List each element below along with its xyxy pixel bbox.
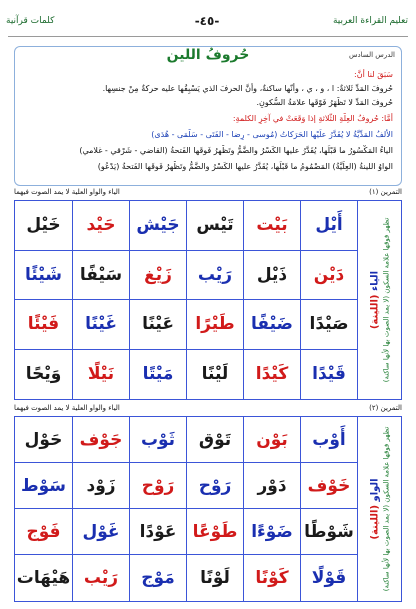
exercise-2-side-title-qualifier: (اللينة) (369, 504, 380, 540)
word-cell: رَوْح (129, 463, 186, 509)
word-cell: أَيْل (300, 201, 357, 251)
exercise-1-side-subtitle: تظهر فوقها علامة السكون (لا يمد الصوت بها لأنها ساكنة) (382, 217, 390, 383)
exercise-1-side-title-qualifier: (اللينة) (369, 294, 380, 330)
word-cell: كَيْدًا (243, 350, 300, 400)
word-cell: سَيْفًا (72, 251, 129, 301)
word-cell: قَوْلًا (300, 555, 357, 601)
word-cell: غَيْنًا (72, 300, 129, 350)
word-cell: زَيْغ (129, 251, 186, 301)
exercise-1-table (14, 200, 402, 400)
word-cell: هَيْهَات (16, 568, 71, 588)
word-cell: خَيْل (15, 201, 72, 251)
word-cell: حَيْد (72, 201, 129, 251)
exercise-2-side-subtitle: تظهر فوقها علامة السكون (لا يمد الصوت بها لأنها ساكنة) (382, 426, 390, 592)
section-title: كلمات قرآنية (6, 16, 55, 26)
word-cell: غَوْل (72, 509, 129, 555)
word-cell: صَيْدًا (300, 300, 357, 350)
exercise-2-table (14, 416, 402, 602)
word-cell: لَوْنًا (186, 555, 243, 601)
lesson-box (14, 46, 402, 186)
word-cell: تَيْس (186, 201, 243, 251)
word-cell: جَيْش (129, 201, 186, 251)
word-cell: دَوْر (243, 463, 300, 509)
word-cell: ضَيْفًا (243, 300, 300, 350)
word-cell: شَيْئًا (15, 251, 72, 301)
word-cell: تَوْق (186, 417, 243, 463)
header-divider (8, 36, 408, 37)
page-header (6, 14, 408, 36)
word-cell: سَوْط (15, 463, 72, 509)
word-cell: ذَيْل (243, 251, 300, 301)
word-cell: رَيْب (72, 555, 129, 601)
lesson-line-4: أمَّا: حُروفُ العِلَّةِ الثَّلاثةِ إذا وَقَعَتْ في آخِرِ الكلمةِ: (232, 114, 393, 123)
lesson-line-6: الياءُ المَكْسُورُ ما قَبْلَها، يُقَدَّرُ عليها الكَسْرُ والضَّمُّ وتَظْهرُ فَوقَها الفَتحةُ (القاضي - شَرْقي - غلامي) (79, 146, 393, 155)
word-cell: فَيْئًا (15, 300, 72, 350)
word-cell: ضَوْءًا (243, 509, 300, 555)
lesson-line-3: حُروفَ المَدِّ لا تَظْهَرُ فَوْقَها علامَةُ السُّكونِ. (256, 98, 393, 107)
exercise-2-note: الياء والواو العلية لا يمد الصوت فيهما (14, 404, 120, 412)
exercise-1-side-label (357, 201, 401, 399)
exercise-1-note: الياء والواو العلية لا يمد الصوت فيهما (14, 188, 120, 196)
word-cell: بَوْن (243, 417, 300, 463)
exercise-2-grid (15, 417, 357, 601)
exercise-2-header (14, 404, 402, 416)
word-cell: قَيْدًا (300, 350, 357, 400)
word-cell: لَيْنًا (186, 350, 243, 400)
exercise-1-header (14, 188, 402, 200)
page-number: -٤٥- (194, 14, 220, 28)
word-cell: دَيْن (300, 251, 357, 301)
word-cell: طَيْرًا (186, 300, 243, 350)
exercise-2-label: التمرين (٢) (369, 404, 402, 412)
word-cell: حَوْل (15, 417, 72, 463)
lesson-title: حُروفُ اللين (166, 47, 250, 63)
word-cell: مَيْتًا (129, 350, 186, 400)
book-title: تعليم القراءة العربية (332, 16, 408, 26)
word-cell: فَوْج (15, 509, 72, 555)
word-cell: رَيْب (186, 251, 243, 301)
word-cell: جَوْف (72, 417, 129, 463)
word-cell: مَوْج (129, 555, 186, 601)
exercise-1-grid (15, 201, 357, 399)
word-cell: وَيْحًا (25, 364, 62, 385)
exercise-1-side-title: الياء (369, 270, 380, 295)
lesson-line-5: الألفُ المَدِّيَّةُ لا يُقَدَّرُ علَيْها الحَرَكاتُ (مُوسى - رِضا - الفَتَى - سَلْمَى - هُدَى) (151, 130, 393, 139)
exercise-2-side-label (357, 417, 401, 601)
word-cell: عَوْدًا (129, 509, 186, 555)
word-cell: زَوْد (72, 463, 129, 509)
lesson-line-2: حُروفَ المَدِّ ثَلاثةٌ: ا ، و ، ي ، وأنّها ساكنةٌ، وأنَّ الحرفَ الذي يَسْبِقُها عليه حركةٌ مِنْ جنسِها. (102, 84, 393, 93)
word-cell: ثَوْب (129, 417, 186, 463)
exercise-1-label: التمرين (١) (369, 188, 402, 196)
word-cell: خَوْف (300, 463, 357, 509)
word-cell: أَوْب (300, 417, 357, 463)
word-cell: طَوْعًا (186, 509, 243, 555)
lesson-line-7: الواوُ اللينةُ (العِلِّيَّةُ) المَضْمُومُ ما قَبْلَها، يُقَدَّرُ عليها الكَسْرُ والضَّمُّ وتَظْهرُ فَوقَها الفَتحةُ (يَدْعُو) (97, 162, 393, 171)
word-cell: بَيْت (243, 201, 300, 251)
lesson-tag: الدرس السادس (348, 51, 395, 59)
exercise-2-side-title: الواو (369, 478, 380, 505)
word-cell: شَوْطًا (300, 509, 357, 555)
word-cell: كَوْنًا (243, 555, 300, 601)
word-cell: رَوْح (186, 463, 243, 509)
lesson-line-1: سَبَقَ لنا أنَّ: (354, 70, 393, 79)
word-cell: نَيْلًا (72, 350, 129, 400)
word-cell: عَيْنًا (129, 300, 186, 350)
